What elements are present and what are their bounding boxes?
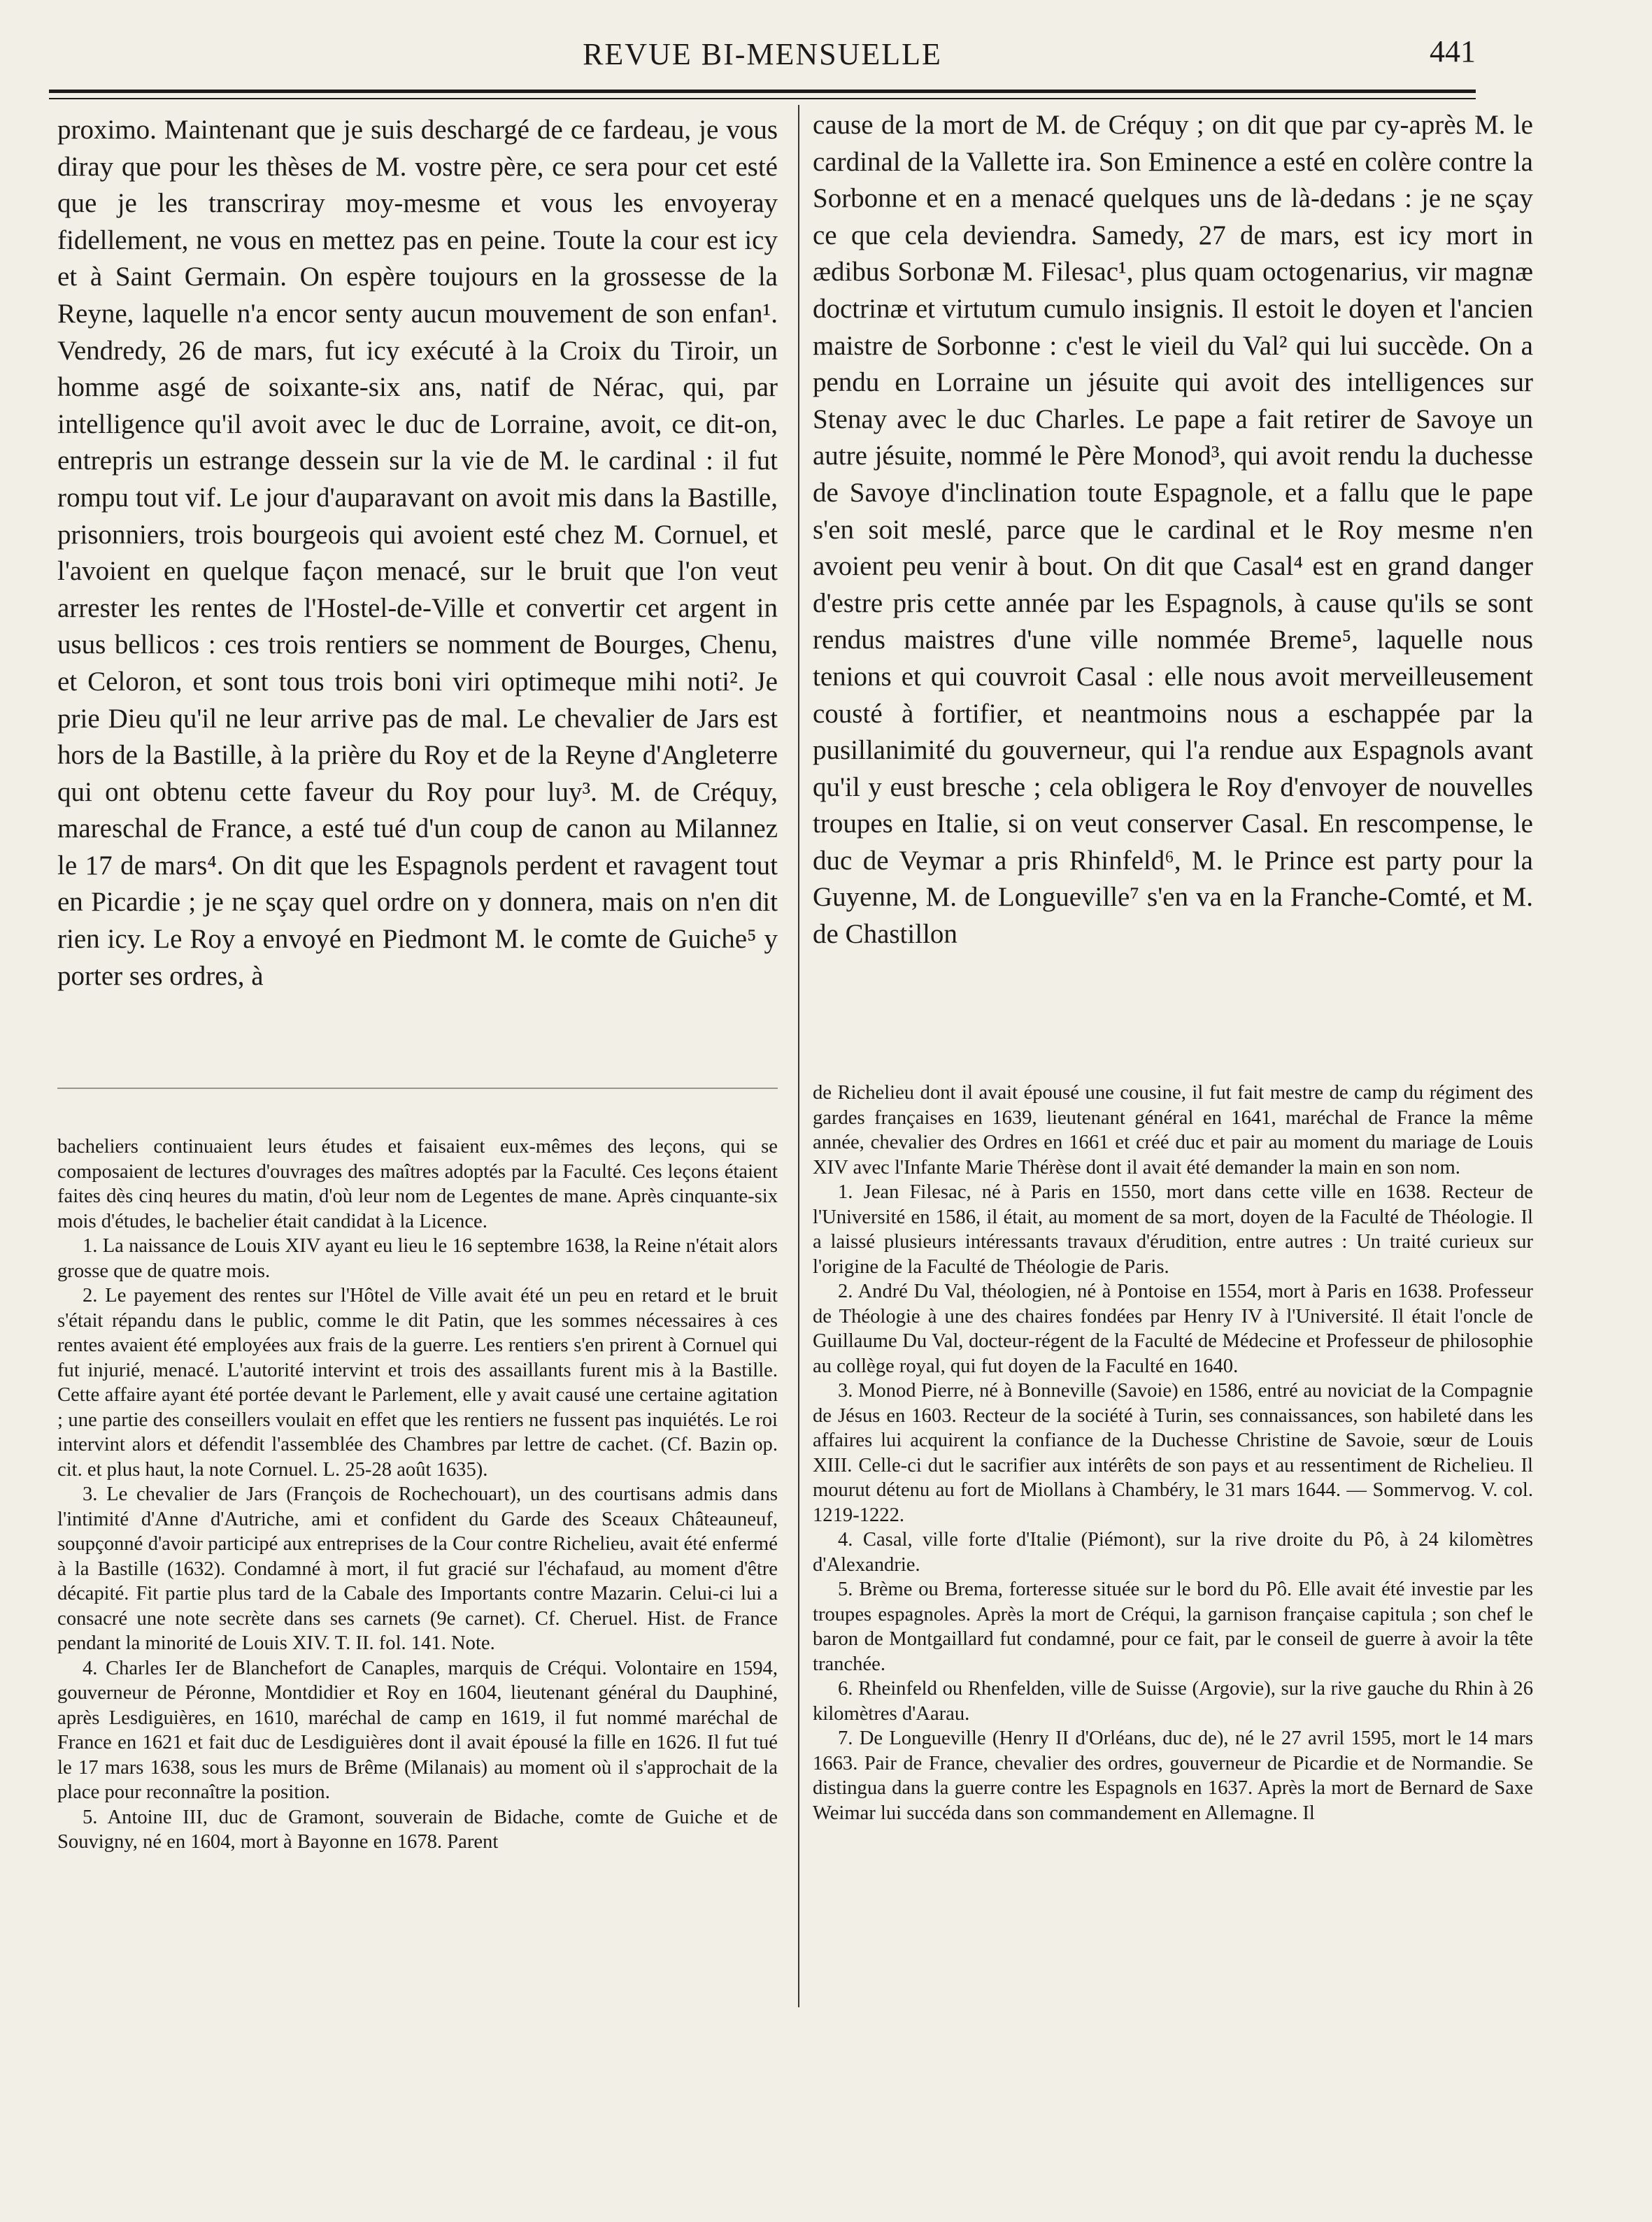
- footnote-1: 1. Jean Filesac, né à Paris en 1550, mort dans cette ville en 1638. Recteur de l'Université en 1586, il était, au moment de sa mort, doyen de la Faculté de Théologie. Il a laissé plusieurs intéressants travaux d'érudition, entre autres : Un traité curieux sur l'origine de la Faculté de Théologie de Paris.: [813, 1181, 1533, 1278]
- footnote-continuation: de Richelieu dont il avait épousé une cousine, il fut fait mestre de camp du régiment des gardes françaises en 1639, lieutenant général en 1641, maréchal de France la même année, chevalier des Ordres en 1661 et créé duc et pair au moment du mariage de Louis XIV avec l'Infante Marie Thérèse dont il avait été demander la main en son nom.: [813, 1082, 1533, 1178]
- main-paragraph: proximo. Maintenant que je suis deschargé de ce fardeau, je vous diray que pour les thèses de M. vostre père, ce sera pour cet esté que je les transcriray moy-mesme et vous les envoyeray fidellement, ne vous en mettez pas en peine. Toute la cour est icy et à Saint Germain. On espère toujours en la grossesse de la Reyne, laquelle n'a encor senty aucun mouvement de son enfan¹. Vendredy, 26 de mars, fut icy exécuté à la Croix du Tiroir, un homme asgé de soixante-six ans, natif de Nérac, qui, par intelligence qu'il avoit avec le duc de Lorraine, avoit, ce dit-on, entrepris un estrange dessein sur la vie de M. le cardinal : il fut rompu tout vif. Le jour d'auparavant on avoit mis dans la Bastille, prisonniers, trois bourgeois qui avoient esté chez M. Cornuel, et l'avoient en quelque façon menacé, sur le bruit que l'on veut arrester les rentes de l'Hostel-de-Ville et convertir cet argent in usus bellicos : ces trois rentiers se nomment de Bourges, Chenu, et Celoron, et sont tous trois boni viri optimeque mihi noti². Je prie Dieu qu'il ne leur arrive pas de mal. Le chevalier de Jars est hors de la Bastille, à la prière du Roy et de la Reyne d'Angleterre qui ont obtenu cette faveur du Roy pour luy³. M. de Créquy, mareschal de France, a esté tué d'un coup de canon au Milannez le 17 de mars⁴. On dit que les Espagnols perdent et ravagent tout en Picardie ; je ne sçay quel ordre on y donnera, mais on n'en dit rien icy. Le Roy a envoyé en Piedmont M. le comte de Guiche⁵ y porter ses ordres, à: [57, 115, 778, 991]
- column-divider: [798, 105, 799, 2007]
- footnote-6: 6. Rheinfeld ou Rhenfelden, ville de Suisse (Argovie), sur la rive gauche du Rhin à 26 kilomètres d'Aarau.: [813, 1678, 1533, 1725]
- footnote-2: 2. André Du Val, théologien, né à Pontoise en 1554, mort à Paris en 1638. Professeur de Théologie à une des chaires fondées par Henry IV à l'Université. Il était l'oncle de Guillaume Du Val, docteur-régent de la Faculté de Médecine et Professeur de philosophie au collège royal, qui fut doyen de la Faculté en 1640.: [813, 1281, 1533, 1377]
- header-rule-thin: [49, 98, 1476, 99]
- running-title: REVUE BI-MENSUELLE: [583, 37, 942, 71]
- header-rule: [49, 90, 1476, 93]
- page-header: [49, 28, 1476, 91]
- footnote-7: 7. De Longueville (Henry II d'Orléans, duc de), né le 27 avril 1595, mort le 14 mars 1663. Pair de France, chevalier des ordres, gouverneur de Picardie et de Normandie. Se distingua dans la guerre contre les Espagnols en 1637. Après la mort de Bernard de Saxe Weimar lui succéda dans son commandement en Allemagne. Il: [813, 1728, 1533, 1824]
- footnotes-left-column: [57, 1134, 778, 1855]
- footnote-separator: [57, 1088, 778, 1089]
- main-paragraph: cause de la mort de M. de Créquy ; on dit que par cy-après M. le cardinal de la Vallette ira. Son Eminence a esté en colère contre la Sorbonne et en a menacé quelques uns de là-dedans : je ne sçay ce que cela deviendra. Samedy, 27 de mars, est icy mort in ædibus Sorbonæ M. Filesac¹, plus quam octogenarius, vir magnæ doctrinæ et virtutum cumulo insignis. Il estoit le doyen et l'ancien maistre de Sorbonne : c'est le vieil du Val² qui lui succède. On a pendu en Lorraine un jésuite qui avoit des intelligences sur Stenay avec le duc Charles. Le pape a fait retirer de Savoye un autre jésuite, nommé le Père Monod³, qui avoit rendu la duchesse de Savoye d'inclination toute Espagnole, et a fallu que le pape s'en soit meslé, parce que le cardinal et le Roy mesme n'en avoient peu venir à bout. On dit que Casal⁴ est en grand danger d'estre pris cette année par les Espagnols, à cause qu'ils se sont rendus maistres d'une ville nommée Breme⁵, laquelle nous tenions et qui couvroit Casal : elle nous avoit merveilleusement cousté à fortifier, et neantmoins nous a eschappée par la pusillanimité du gouverneur, qui l'a rendue aux Espagnols avant qu'il y eust bresche ; cela obligera le Roy d'envoyer de nouvelles troupes en Italie, si on veut conserver Casal. En rescompense, le duc de Veymar a pris Rhinfeld⁶, M. le Prince est party pour la Guyenne, M. de Longueville⁷ s'en va en la Franche-Comté, et M. de Chastillon: [813, 110, 1533, 950]
- main-text-left-column: [57, 112, 778, 995]
- page-number: 441: [1430, 34, 1476, 69]
- footnote-2: 2. Le payement des rentes sur l'Hôtel de Ville avait été un peu en retard et le bruit s'était répandu dans le public, comme le dit Patin, que les sommes nécessaires à ces rentes avaient été employées aux frais de la guerre. Les rentiers s'en prirent à Cornuel qui fut injurié, menacé. L'autorité intervint et trois des assaillants furent mis à la Bastille. Cette affaire ayant été portée devant le Parlement, elle y avait causé une certaine agitation ; une partie des conseillers voulait en effet que les rentiers ne fussent pas inquiétés. Le roi intervint alors et défendit l'assemblée des Chambres par lettre de cachet. (Cf. Bazin op. cit. et plus haut, la note Cornuel. L. 25-28 août 1635).: [57, 1285, 778, 1481]
- footnote-4: 4. Charles Ier de Blanchefort de Canaples, marquis de Créqui. Volontaire en 1594, gouverneur de Péronne, Montdidier et Roy en 1604, lieutenant général du Dauphiné, après Lesdiguières, en 1610, maréchal de camp en 1619, il fut nommé maréchal de France en 1621 et fait duc de Lesdiguières dont il avait épousé la fille en 1626. Il fut tué le 17 mars 1638, sous les murs de Brême (Milanais) au moment où il s'approchait de la place pour reconnaître la position.: [57, 1657, 778, 1803]
- footnote-4: 4. Casal, ville forte d'Italie (Piémont), sur la rive droite du Pô, à 24 kilomètres d'Alexandrie.: [813, 1529, 1533, 1576]
- footnote-5: 5. Brème ou Brema, forteresse située sur le bord du Pô. Elle avait été investie par les troupes espagnoles. Après la mort de Créqui, la garnison française capitula ; son chef le baron de Montgaillard fut condamné, pour ce fait, par le conseil de guerre à avoir la tête tranchée.: [813, 1579, 1533, 1675]
- footnote-1: 1. La naissance de Louis XIV ayant eu lieu le 16 septembre 1638, la Reine n'était alors grosse que de quatre mois.: [57, 1235, 778, 1282]
- footnote-5: 5. Antoine III, duc de Gramont, souverain de Bidache, comte de Guiche et de Souvigny, né en 1604, mort à Bayonne en 1678. Parent: [57, 1806, 778, 1853]
- footnotes-right-column: [813, 1081, 1533, 1825]
- footnote-continuation: bacheliers continuaient leurs études et faisaient eux-mêmes des leçons, qui se composaient de lectures d'ouvrages des maîtres adoptés par la Faculté. Ces leçons étaient faites dès cinq heures du matin, d'où leur nom de Legentes de mane. Après cinquante-six mois d'études, le bachelier était candidat à la Licence.: [57, 1136, 778, 1232]
- footnote-3: 3. Monod Pierre, né à Bonneville (Savoie) en 1586, entré au noviciat de la Compagnie de Jésus en 1603. Recteur de la société à Turin, ses connaissances, son habileté dans les affaires lui acquirent la confiance de la Duchesse Christine de Savoie, sœur de Louis XIII. Celle-ci dut le sacrifier aux intérêts de son pays et au ressentiment de Richelieu. Il mourut détenu au fort de Miollans à Chambéry, le 31 mars 1644. — Sommervog. V. col. 1219-1222.: [813, 1380, 1533, 1526]
- main-text-right-column: [813, 107, 1533, 953]
- footnote-3: 3. Le chevalier de Jars (François de Rochechouart), un des courtisans admis dans l'intimité d'Anne d'Autriche, ami et confident du Garde des Sceaux Châteauneuf, soupçonné d'avoir participé aux entreprises de la Cour contre Richelieu, avait été enfermé à la Bastille (1632). Condamné à mort, il fut gracié sur l'échafaud, au moment d'être décapité. Fit partie plus tard de la Cabale des Importants contre Mazarin. Celui-ci lui a consacré une note secrète dans ses carnets (9e carnet). Cf. Cheruel. Hist. de France pendant la minorité de Louis XIV. T. II. fol. 141. Note.: [57, 1483, 778, 1654]
